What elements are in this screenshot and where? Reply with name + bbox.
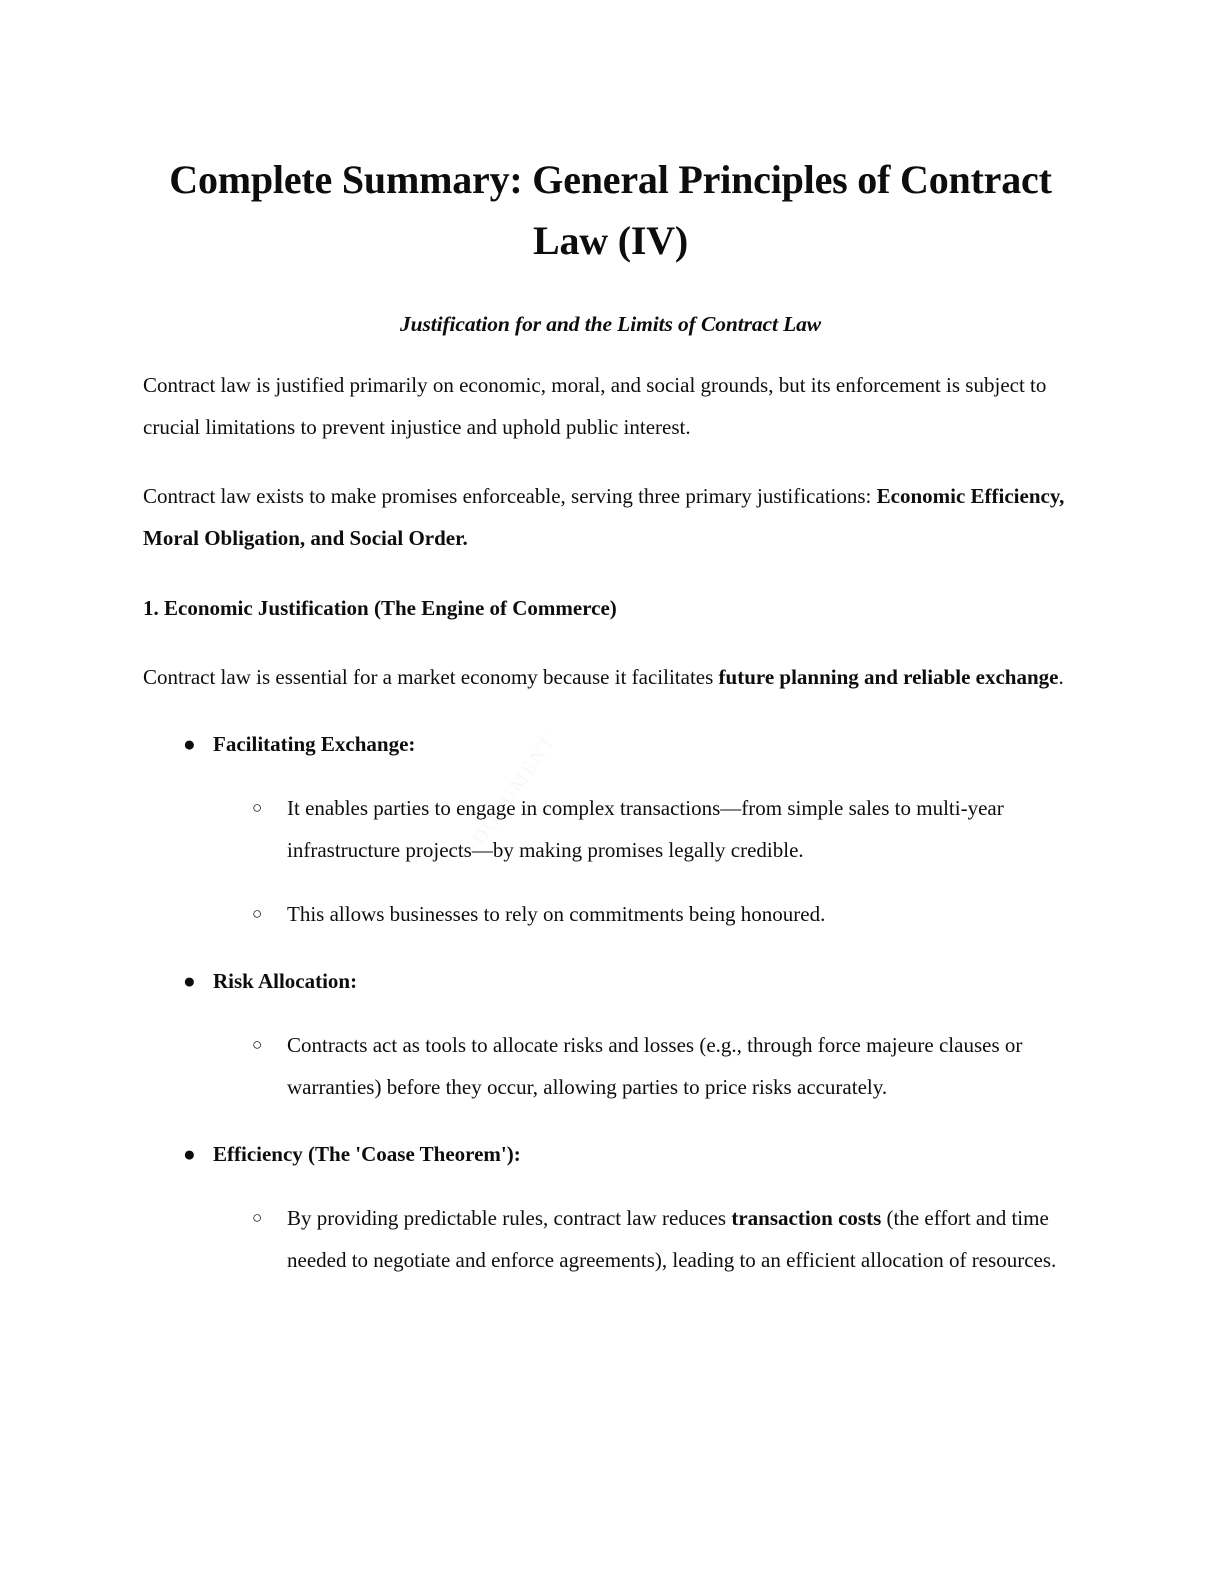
bullet-text: This allows businesses to rely on commitments being honoured. bbox=[287, 901, 826, 926]
list-item bbox=[143, 935, 1078, 1108]
section-1-intro-tail: . bbox=[1058, 664, 1064, 689]
bullet-disc-icon: ● bbox=[183, 1141, 196, 1166]
section-1-intro-emphasis: future planning and reliable exchange bbox=[718, 664, 1059, 689]
intro-paragraph-2 bbox=[143, 448, 1078, 559]
section-1-intro bbox=[143, 629, 1078, 698]
intro-paragraph-1: Contract law is justified primarily on economic, moral, and social grounds, but its enforcement is subject to crucial limitations to prevent injustice and uphold public interest. bbox=[143, 372, 1047, 439]
bullet-text-lead: By providing predictable rules, contract law reduces bbox=[287, 1205, 732, 1230]
bullet-list-level-2 bbox=[213, 765, 1078, 935]
intro-paragraph-2-lead: Contract law exists to make promises enforceable, serving three primary justifications: bbox=[143, 483, 877, 508]
bullet-text: Contracts act as tools to allocate risks and losses (e.g., through force majeure clauses or warranties) before they occur, allowing parties to price risks accurately. bbox=[287, 1032, 1023, 1099]
bullet-circle-icon: ○ bbox=[252, 903, 263, 923]
section-1-heading: 1. Economic Justification (The Engine of Commerce) bbox=[143, 595, 617, 620]
bullet-text: It enables parties to engage in complex transactions—from simple sales to multi-year infrastructure projects—by making promises legally credible. bbox=[287, 795, 1004, 862]
bullet-label: Facilitating Exchange: bbox=[213, 731, 416, 756]
bullet-disc-icon: ● bbox=[183, 731, 196, 756]
document-content bbox=[143, 0, 1078, 1281]
page-title: Complete Summary: General Principles of Contract Law (IV) bbox=[169, 157, 1052, 263]
list-item bbox=[143, 1108, 1078, 1281]
bullet-circle-icon: ○ bbox=[252, 1034, 263, 1054]
bullet-list-level-1 bbox=[143, 698, 1078, 1281]
intro-paragraph-2-emphasis: Economic Efficiency, Moral Obligation, and Social Order. bbox=[143, 483, 1065, 550]
bullet-disc-icon: ● bbox=[183, 968, 196, 993]
list-item bbox=[213, 1002, 1078, 1108]
section-1-intro-lead: Contract law is essential for a market economy because it facilitates bbox=[143, 664, 719, 689]
bullet-text bbox=[287, 1197, 1078, 1281]
bullet-circle-icon: ○ bbox=[252, 797, 263, 817]
list-item bbox=[143, 698, 1078, 935]
bullet-list-level-2 bbox=[213, 1175, 1078, 1281]
bullet-label: Efficiency (The 'Coase Theorem'): bbox=[213, 1141, 521, 1166]
bullet-label: Risk Allocation: bbox=[213, 968, 358, 993]
document-subtitle: Justification for and the Limits of Contract Law bbox=[399, 311, 822, 336]
bullet-circle-icon: ○ bbox=[252, 1207, 263, 1227]
bullet-text-tail: (the effort and time needed to negotiate and enforce agreements), leading to an efficient allocation of resources. bbox=[287, 1205, 1057, 1272]
list-item bbox=[213, 871, 1078, 935]
bullet-text-emphasis: transaction costs bbox=[731, 1205, 882, 1230]
bullet-list-level-2 bbox=[213, 1002, 1078, 1108]
list-item bbox=[213, 765, 1078, 871]
list-item bbox=[213, 1175, 1078, 1281]
